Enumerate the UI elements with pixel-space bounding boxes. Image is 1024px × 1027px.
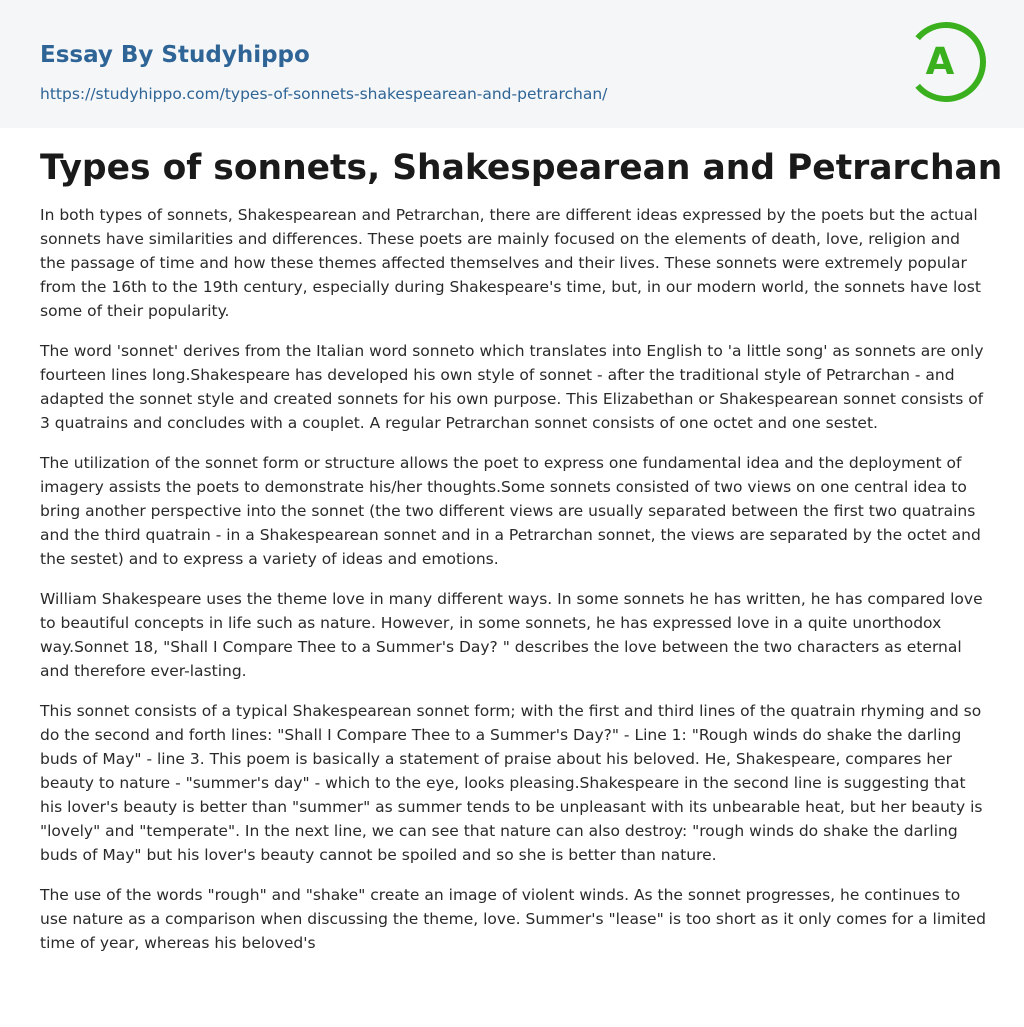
paragraph-1: In both types of sonnets, Shakespearean and Petrarchan, there are different ideas expressed by the poets but the actual sonnets have similarities and differences. These poets are mainly focused on the elements of death, love, religion and the passage of time and how these themes affected themselves and their lives. These sonnets were extremely popular from the 16th to the 19th century, especially during Shakespeare's time, but, in our modern world, the sonnets have lost some of their popularity. xyxy=(40,206,981,320)
paragraph-6: The use of the words "rough" and "shake" create an image of violent winds. As the sonnet progresses, he continues to use nature as a comparison when discussing the theme, love. Summer's "lease" is too short as it only comes for a limited time of year, whereas his beloved's xyxy=(40,886,986,952)
paragraph-3: The utilization of the sonnet form or structure allows the poet to express one fundamental idea and the deployment of imagery assists the poets to demonstrate his/her thoughts.Some sonnets consisted of two views on one central idea to bring another perspective into the sonnet (the two different views are usually separated between the first two quatrains and the third quatrain - in a Shakespearean sonnet and in a Petrarchan sonnet, the views are separated by the octet and the sestet) and to express a variety of ideas and emotions. xyxy=(40,454,981,568)
studyhippo-logo-icon[interactable] xyxy=(912,18,988,106)
logo-letter: A xyxy=(925,40,955,83)
paragraph-4: William Shakespeare uses the theme love in many different ways. In some sonnets he has written, he has compared love to beautiful concepts in life such as nature. However, in some sonnets, he has expressed love in a quite unorthodox way.Sonnet 18, "Shall I Compare Thee to a Summer's Day? " describes the love between the two characters as eternal and therefore ever-lasting. xyxy=(40,590,983,680)
site-brand[interactable]: Essay By Studyhippo xyxy=(40,42,310,68)
article-title: Types of sonnets, Shakespearean and Petrarchan xyxy=(40,148,1003,188)
article xyxy=(40,140,1003,971)
site-header xyxy=(0,0,1024,128)
paragraph-2: The word 'sonnet' derives from the Italian word sonneto which translates into English to 'a little song' as sonnets are only fourteen lines long.Shakespeare has developed his own style of sonnet - after the traditional style of Petrarchan - and adapted the sonnet style and created sonnets for his own purpose. This Elizabethan or Shakespearean sonnet consists of 3 quatrains and concludes with a couplet. A regular Petrarchan sonnet consists of one octet and one sestet. xyxy=(40,342,984,432)
essay-url-link[interactable]: https://studyhippo.com/types-of-sonnets-shakespearean-and-petrarchan/ xyxy=(40,85,608,103)
paragraph-5: This sonnet consists of a typical Shakespearean sonnet form; with the first and third lines of the quatrain rhyming and so do the second and forth lines: "Shall I Compare Thee to a Summer's Day?" - Line 1: "Rough winds do shake the darling buds of May" - line 3. This poem is basically a statement of praise about his beloved. He, Shakespeare, compares her beauty to nature - "summer's day" - which to the eye, looks pleasing.Shakespeare in the second line is suggesting that his lover's beauty is better than "summer" as summer tends to be unpleasant with its unbearable heat, but her beauty is "lovely" and "temperate". In the next line, we can see that nature can also destroy: "rough winds do shake the darling buds of May" but his lover's beauty cannot be spoiled and so she is better than nature. xyxy=(40,702,983,864)
